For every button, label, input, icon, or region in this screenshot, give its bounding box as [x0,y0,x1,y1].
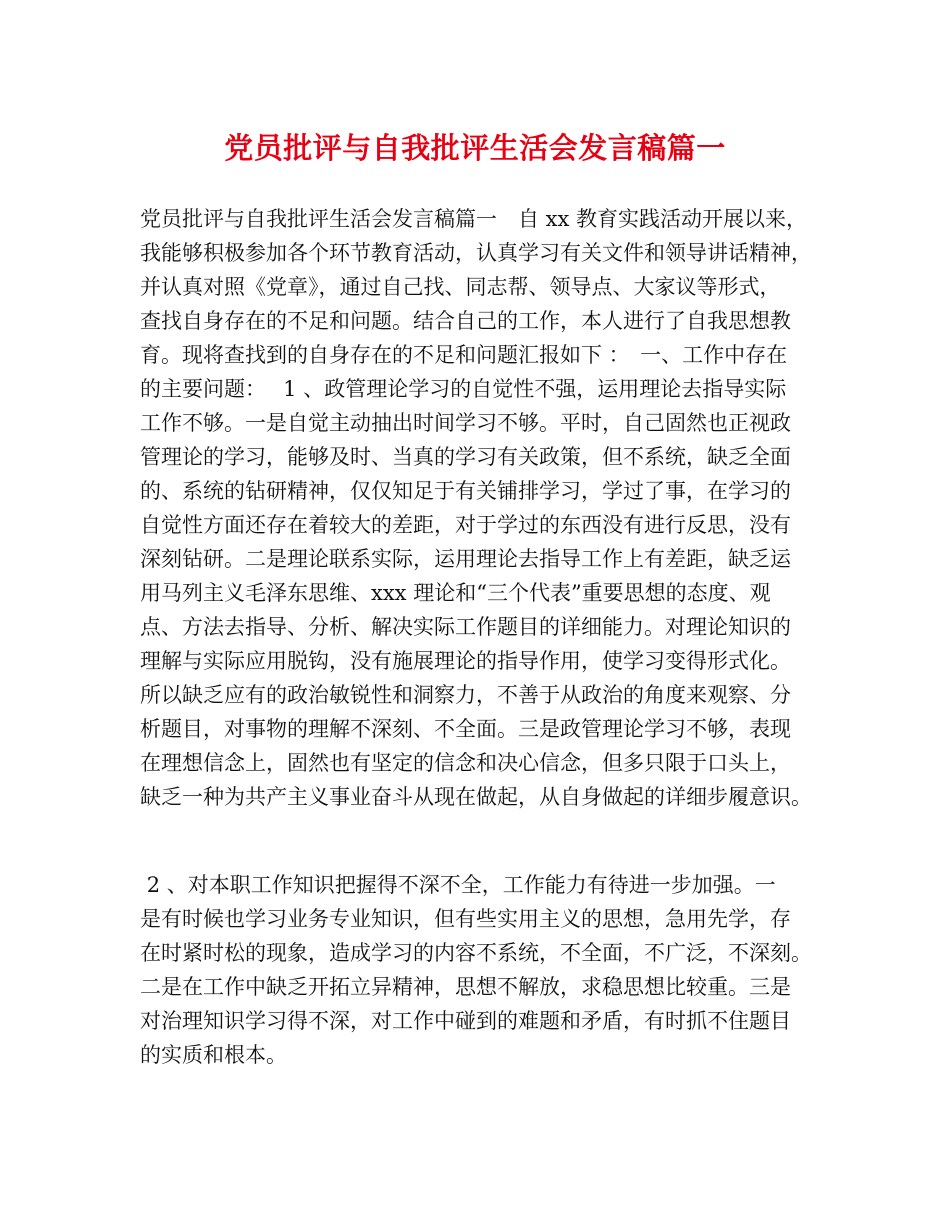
paragraph-2: 2 、对本职工作知识把握得不深不全，工作能力有待进一步加强。一 是有时候也学习业务专业知识，但有些实用主义的思想，急用先学，存 在时紧时松的现象，造成学习的内容不系统，不全面，不广泛，不深刻。 二是在工作中缺乏开拓立异精神，思想不解放，求稳思想比较重。三是 对治理知识学习得不深，对工作中碰到的难题和矛盾，有时抓不住题目 的实质和根本。 [140,873,812,1067]
document-title: 党员批评与自我批评生活会发言稿篇一 [224,131,726,165]
paragraph-1: 党员批评与自我批评生活会发言稿篇一 自 xx 教育实践活动开展以来， 我能够积极参加各个环节教育活动，认真学习有关文件和领导讲话精神， 并认真对照《党章》，通过自己找、同志帮、领导点、大家议等形式， 查找自身存在的不足和问题。结合自己的工作，本人进行了自我思想教 育。现将查找到的自身存在的不足和问题汇报如下 ： 一、工作中存在 的主要问题： 1 、政管理论学习的自觉性不强，运用理论去指导实际 工作不够。一是自觉主动抽出时间学习不够。平时，自己固然也正视政 管理论的学习，能够及时、当真的学习有关政策，但不系统，缺乏全面 的、系统的钻研精神，仅仅知足于有关铺排学习，学过了事，在学习的 自觉性方面还存在着较大的差距，对于学过的东西没有进行反思，没有 深刻钻研。二是理论联系实际，运用理论去指导工作上有差距，缺乏运 用马列主义毛泽东思维、xxx 理论和“三个代表”重要思想的态度、观 点、方法去指导、分析、解决实际工作题目的详细能力。对理论知识的 理解与实际应用脱钩，没有施展理论的指导作用，使学习变得形式化。 所以缺乏应有的政治敏锐性和洞察力，不善于从政治的角度来观察、分 析题目，对事物的理解不深刻、不全面。三是政管理论学习不够，表现 在理想信念上，固然也有坚定的信念和决心信念，但多只限于口头上， 缺乏一种为共产主义事业奋斗从现在做起，从自身做起的详细步履意识。 [140,207,812,809]
